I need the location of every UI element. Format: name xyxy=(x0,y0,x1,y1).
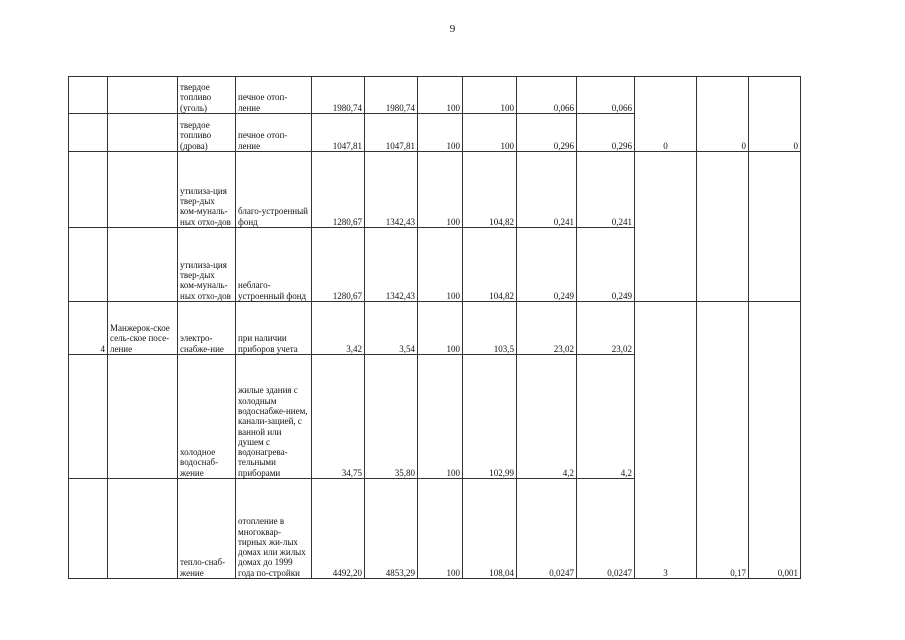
service-cell: холодное водоснаб-жение xyxy=(178,355,236,479)
value-cell: 0,0247 xyxy=(577,479,635,579)
table-row xyxy=(69,77,801,114)
row-number-cell xyxy=(69,114,108,152)
settlement-cell: Манжерок-ское сель-ское посе-ление xyxy=(108,302,178,355)
value-cell: 4,2 xyxy=(517,355,577,479)
value-cell: 100 xyxy=(463,77,517,114)
value-cell: 0,066 xyxy=(517,77,577,114)
category-cell: при наличии приборов учета xyxy=(236,302,312,355)
value-cell: 1280,67 xyxy=(312,228,365,302)
value-cell: 0,241 xyxy=(517,152,577,228)
value-cell: 0,241 xyxy=(577,152,635,228)
value-cell: 0,0247 xyxy=(517,479,577,579)
tariff-table xyxy=(68,76,801,579)
value-cell: 35,80 xyxy=(365,355,418,479)
value-cell: 0,249 xyxy=(517,228,577,302)
group-value-cell xyxy=(635,152,697,302)
category-cell: благо-устроенный фонд xyxy=(236,152,312,228)
service-cell: тепло-снаб-жение xyxy=(178,479,236,579)
value-cell: 1980,74 xyxy=(312,77,365,114)
value-cell: 3,42 xyxy=(312,302,365,355)
category-cell: жилые здания с холодным водоснабже-нием, канали-зацией, с ванной или душем с водонагрева-тельными приборами xyxy=(236,355,312,479)
value-cell: 1280,67 xyxy=(312,152,365,228)
category-cell: печное отоп-ление xyxy=(236,77,312,114)
value-cell: 0,249 xyxy=(577,228,635,302)
value-cell: 100 xyxy=(418,228,463,302)
row-number-cell xyxy=(69,228,108,302)
value-cell: 4492,20 xyxy=(312,479,365,579)
table-row xyxy=(69,302,801,355)
value-cell: 100 xyxy=(418,77,463,114)
settlement-cell xyxy=(108,479,178,579)
row-number-cell xyxy=(69,479,108,579)
value-cell: 0,296 xyxy=(577,114,635,152)
category-cell: печное отоп-ление xyxy=(236,114,312,152)
row-number-cell xyxy=(69,355,108,479)
value-cell: 0,066 xyxy=(577,77,635,114)
settlement-cell xyxy=(108,114,178,152)
group-value-cell: 0,17 xyxy=(697,302,749,579)
value-cell: 1047,81 xyxy=(365,114,418,152)
value-cell: 103,5 xyxy=(463,302,517,355)
value-cell: 1342,43 xyxy=(365,152,418,228)
value-cell: 100 xyxy=(418,114,463,152)
settlement-cell xyxy=(108,228,178,302)
value-cell: 23,02 xyxy=(577,302,635,355)
group-value-cell: 0,001 xyxy=(749,302,801,579)
settlement-cell xyxy=(108,355,178,479)
value-cell: 104,82 xyxy=(463,228,517,302)
group-value-cell xyxy=(749,152,801,302)
group-value-cell: 3 xyxy=(635,302,697,579)
value-cell: 100 xyxy=(418,152,463,228)
row-number-cell: 4 xyxy=(69,302,108,355)
row-number-cell xyxy=(69,77,108,114)
page-number: 9 xyxy=(449,23,456,35)
category-cell: отопление в многоквар-тирных жи-лых домах или жилых домах до 1999 года по-стройки xyxy=(236,479,312,579)
row-number-cell xyxy=(69,152,108,228)
value-cell: 3,54 xyxy=(365,302,418,355)
value-cell: 1980,74 xyxy=(365,77,418,114)
value-cell: 0,296 xyxy=(517,114,577,152)
value-cell: 102,99 xyxy=(463,355,517,479)
service-cell: электро-снабже-ние xyxy=(178,302,236,355)
category-cell: неблаго-устроенный фонд xyxy=(236,228,312,302)
value-cell: 108,04 xyxy=(463,479,517,579)
settlement-cell xyxy=(108,77,178,114)
value-cell: 104,82 xyxy=(463,152,517,228)
group-value-cell: 0 xyxy=(635,77,697,152)
value-cell: 1047,81 xyxy=(312,114,365,152)
group-value-cell: 0 xyxy=(697,77,749,152)
service-cell: утилиза-ция твер-дых ком-муналь-ных отхо-дов xyxy=(178,228,236,302)
group-value-cell xyxy=(697,152,749,302)
value-cell: 100 xyxy=(418,355,463,479)
value-cell: 4,2 xyxy=(577,355,635,479)
value-cell: 100 xyxy=(463,114,517,152)
group-value-cell: 0 xyxy=(749,77,801,152)
value-cell: 1342,43 xyxy=(365,228,418,302)
service-cell: утилиза-ция твер-дых ком-муналь-ных отхо-дов xyxy=(178,152,236,228)
value-cell: 4853,29 xyxy=(365,479,418,579)
service-cell: твердое топливо (уголь) xyxy=(178,77,236,114)
table-row xyxy=(69,152,801,228)
value-cell: 100 xyxy=(418,479,463,579)
settlement-cell xyxy=(108,152,178,228)
value-cell: 23,02 xyxy=(517,302,577,355)
service-cell: твердое топливо (дрова) xyxy=(178,114,236,152)
value-cell: 100 xyxy=(418,302,463,355)
value-cell: 34,75 xyxy=(312,355,365,479)
